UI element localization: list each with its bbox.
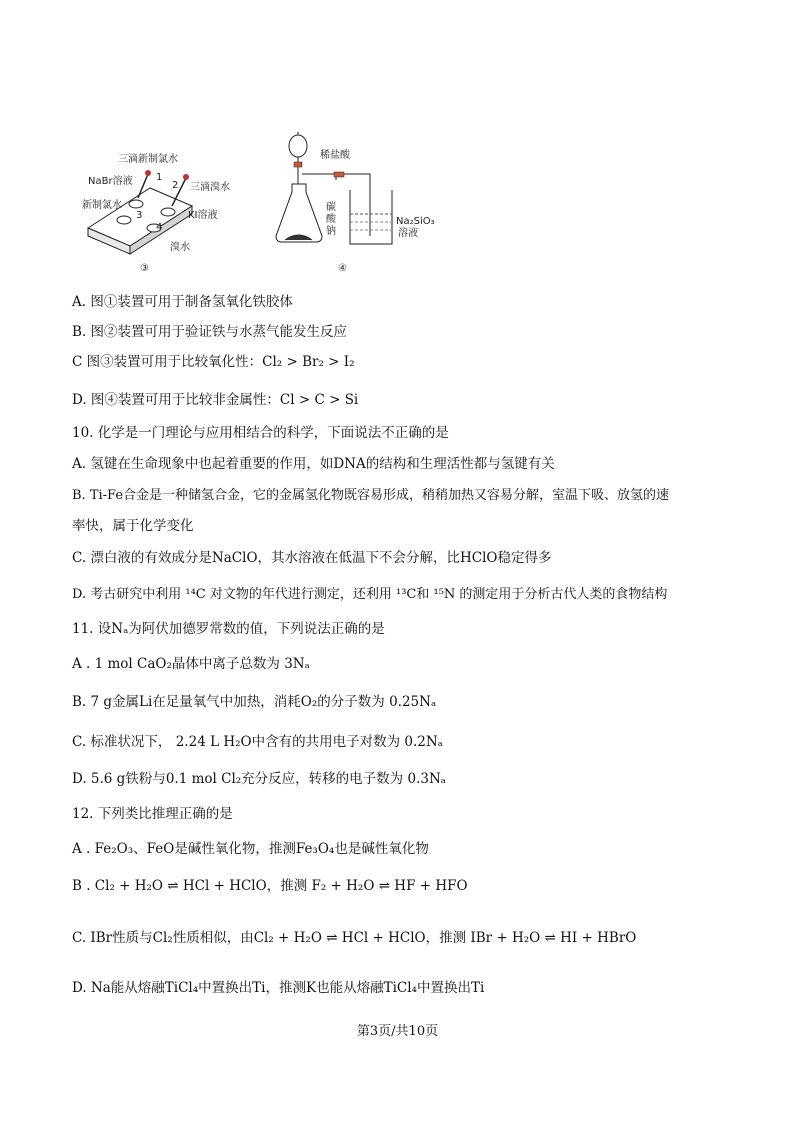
- fig3-label-8: KI溶液: [188, 210, 218, 221]
- q10-stem: 10. 化学是一门理论与应用相结合的科学，下面说法不正确的是: [72, 425, 449, 441]
- figure-3-spot-plate: [82, 152, 230, 274]
- q12-stem: 12. 下列类比推理正确的是: [72, 806, 233, 822]
- fig3-label-3: 1: [156, 172, 163, 183]
- q10-option-d: D. 考古研究中利用 ¹⁴C 对文物的年代进行测定，还利用 ¹³C和 ¹⁵N 的测定用于分析古代人类的食物结构: [72, 587, 668, 602]
- q11-option-d: D. 5.6 g铁粉与0.1 mol Cl₂充分反应，转移的电子数为 0.3Nₐ: [72, 771, 446, 787]
- q11-option-a: A . 1 mol CaO₂晶体中离子总数为 3Nₐ: [72, 656, 310, 672]
- fig4-label-6: 溶液: [398, 228, 418, 239]
- q11-option-b: B. 7 g金属Li在足量氧气中加热，消耗O₂的分子数为 0.25Nₐ: [72, 694, 437, 710]
- q10-option-a: A. 氢键在生命现象中也起着重要的作用，如DNA的结构和生理活性都与氢键有关: [72, 456, 555, 472]
- fig3-label-4: 2: [172, 180, 179, 191]
- q12-option-b: B . Cl₂ + H₂O ⇌ HCl + HClO，推测 F₂ + H₂O ⇌ HF + HFO: [72, 878, 468, 894]
- q9-option-d: D. 图④装置可用于比较非金属性：Cl > C > Si: [72, 392, 359, 408]
- fig3-label-9: 4: [156, 222, 163, 233]
- fig3-label-2: NaBr溶液: [88, 176, 133, 187]
- fig3-caption: ③: [140, 263, 149, 274]
- fig3-label-6: 新制氯水: [82, 200, 122, 211]
- fig4-label-3: 酸: [326, 214, 336, 225]
- fig4-label-1: 稀盐酸: [320, 150, 350, 161]
- fig4-label-4: 钠: [326, 226, 336, 237]
- q11-option-c: C. 标准状况下， 2.24 L H₂O中含有的共用电子对数为 0.2Nₐ: [72, 734, 443, 750]
- fig3-label-10: 溴水: [170, 242, 190, 253]
- q10-option-b-line1: B. Ti-Fe合金是一种储氢合金，它的金属氢化物既容易形成，稍稍加热又容易分解，室温下吸、放氢的速: [72, 488, 670, 503]
- fig3-label-5: 三滴溴水: [190, 182, 230, 193]
- fig4-caption: ④: [338, 263, 347, 274]
- q10-option-c: C. 漂白液的有效成分是NaClO，其水溶液在低温下不会分解，比HClO稳定得多: [72, 550, 552, 566]
- fig3-label-7: 3: [136, 210, 143, 221]
- figure-4-apparatus: [276, 132, 435, 274]
- q11-stem: 11. 设Nₐ为阿伏加德罗常数的值，下列说法正确的是: [72, 621, 385, 637]
- q9-option-b: B. 图②装置可用于验证铁与水蒸气能发生反应: [72, 324, 348, 340]
- page-footer: 第3页/共10页: [356, 1024, 439, 1039]
- q9-option-a: A. 图①装置可用于制备氢氧化铁胶体: [72, 294, 293, 310]
- q10-option-b-line2: 率快，属于化学变化: [72, 518, 194, 534]
- q12-option-a: A . Fe₂O₃、FeO是碱性氧化物，推测Fe₃O₄也是碱性氧化物: [72, 841, 429, 857]
- fig3-label-1: 三滴新制氯水: [118, 154, 178, 165]
- apparatus-figures: [80, 128, 440, 278]
- q12-option-c: C. IBr性质与Cl₂性质相似，由Cl₂ + H₂O ⇌ HCl + HClO，推测 IBr + H₂O ⇌ HI + HBrO: [72, 930, 637, 946]
- fig4-label-5: Na₂SiO₃: [396, 216, 435, 227]
- fig4-label-2: 碳: [326, 202, 336, 213]
- apparatus-diagrams: [80, 128, 440, 278]
- q9-option-c: C 图③装置可用于比较氧化性：Cl₂ > Br₂ > I₂: [72, 354, 355, 370]
- q12-option-d: D. Na能从熔融TiCl₄中置换出Ti，推测K也能从熔融TiCl₄中置换出Ti: [72, 980, 485, 996]
